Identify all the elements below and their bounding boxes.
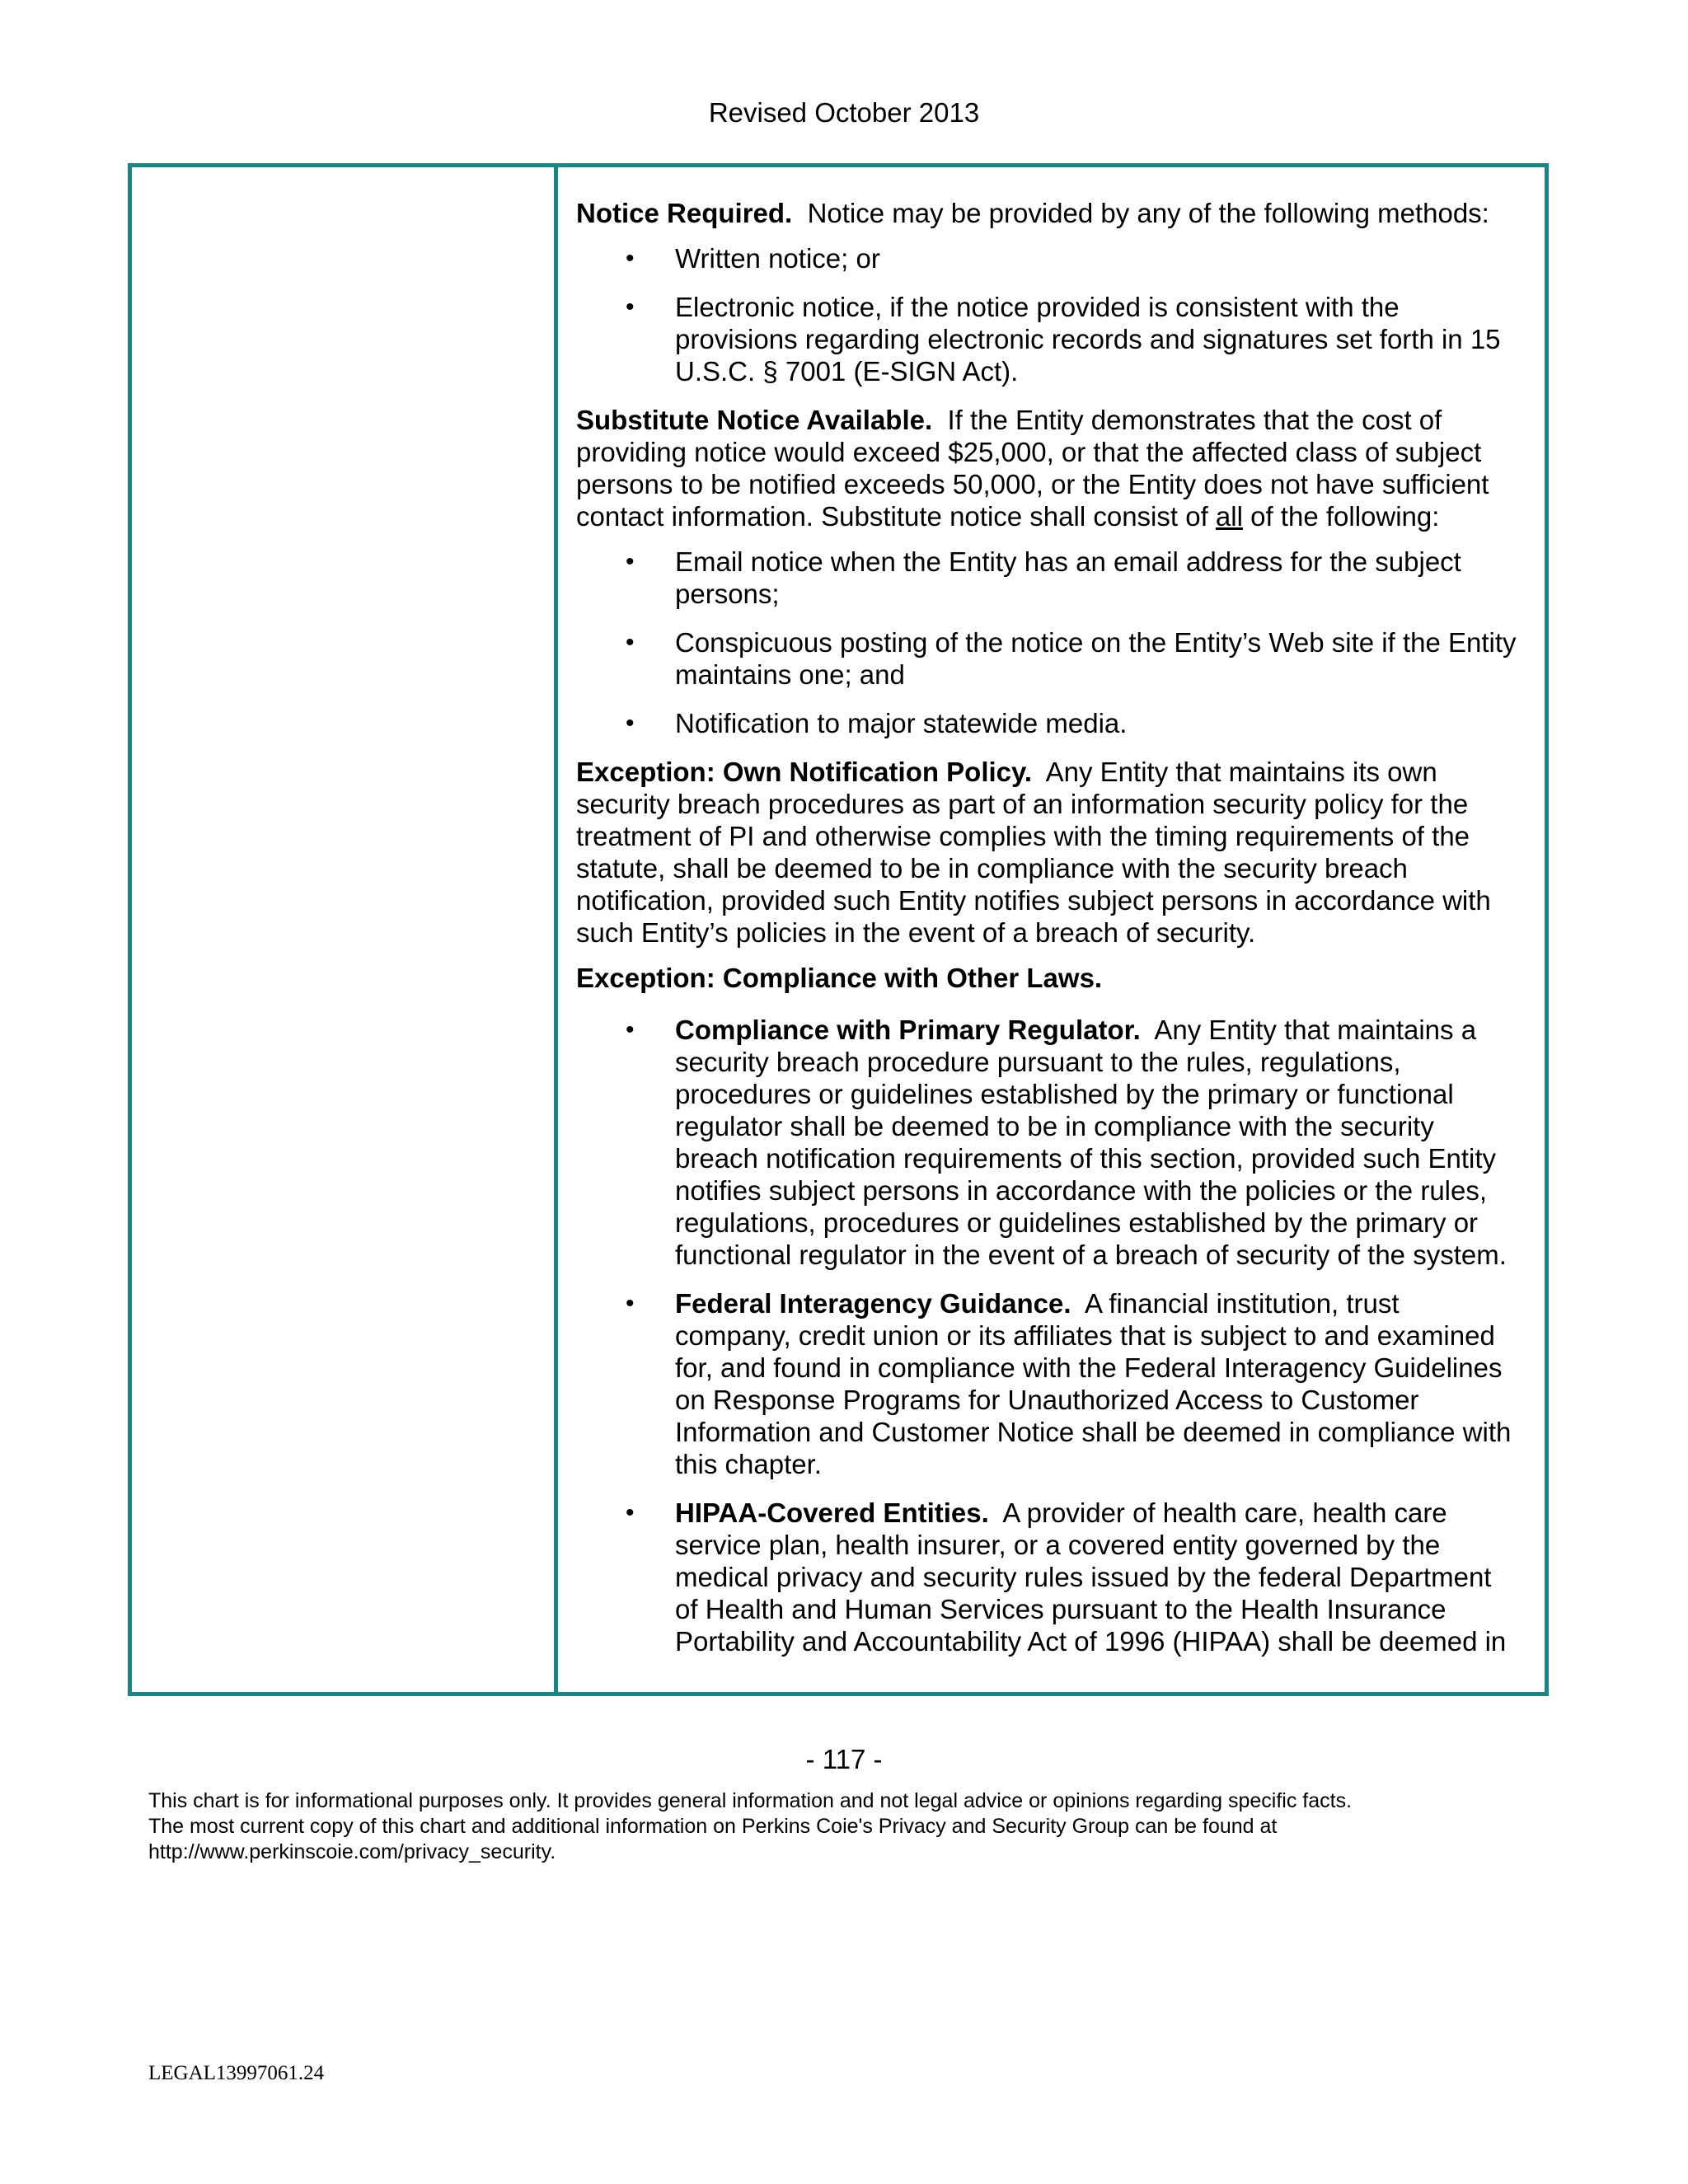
substitute-notice-list <box>576 546 1522 739</box>
list-item <box>576 242 1522 274</box>
bullet-icon: • <box>626 1016 635 1043</box>
list-item-heading: Federal Interagency Guidance. <box>675 1288 1071 1319</box>
substitute-notice-text-after: of the following: <box>1250 501 1440 532</box>
footer-link[interactable]: http://www.perkinscoie.com/privacy_security. <box>148 1840 556 1863</box>
list-item <box>576 291 1522 387</box>
other-laws-list <box>576 1014 1522 1657</box>
list-item <box>576 626 1522 691</box>
list-item-text: Electronic notice, if the notice provided is consistent with the provisions regarding electronic records and signatures set forth in 15 U.S.C. § 7001 (E-SIGN Act). <box>675 292 1501 387</box>
notice-required-heading: Notice Required. <box>576 198 793 228</box>
list-item-heading: Compliance with Primary Regulator. <box>675 1015 1141 1045</box>
content-table <box>128 163 1549 1696</box>
list-item <box>576 1287 1522 1480</box>
bullet-icon: • <box>626 710 635 737</box>
bullet-icon: • <box>626 548 635 575</box>
bullet-icon: • <box>626 293 635 321</box>
page-number: - 117 - <box>805 1744 883 1774</box>
bullet-icon: • <box>626 245 635 272</box>
footer-disclaimer <box>148 1788 1550 1865</box>
table-right-column <box>558 167 1545 1692</box>
own-policy-paragraph <box>576 756 1522 949</box>
bullet-icon: • <box>626 1290 635 1317</box>
list-item <box>576 1014 1522 1271</box>
table-left-column <box>132 167 558 1692</box>
footer-line: The most current copy of this chart and additional information on Perkins Coie's Privacy and Security Group can be found at <box>148 1815 1278 1838</box>
notice-required-paragraph <box>576 197 1522 229</box>
list-item-text: Written notice; or <box>675 243 880 274</box>
own-policy-text: Any Entity that maintains its own security breach procedures as part of an information security policy for the treatment of PI and otherwise complies with the timing requirements of the statute, shall be deemed to be in compliance with the security breach notification, provided such Entity notifies subject persons in accordance with such Entity’s policies in the event of a breach of security. <box>576 757 1491 948</box>
substitute-notice-text: If the Entity demonstrates that the cost of providing notice would exceed $25,000, or that the affected class of subject persons to be notified exceeds 50,000, or the Entity does not have sufficient contact information. Substitute notice shall consist of <box>576 405 1489 532</box>
document-id: LEGAL13997061.24 <box>148 2062 325 2084</box>
list-item <box>576 707 1522 739</box>
list-item-heading: HIPAA-Covered Entities. <box>675 1497 989 1528</box>
substitute-notice-heading: Substitute Notice Available. <box>576 405 933 435</box>
notice-methods-list <box>576 242 1522 387</box>
list-item-text: Email notice when the Entity has an email address for the subject persons; <box>675 546 1461 609</box>
list-item <box>576 546 1522 610</box>
bullet-icon: • <box>626 1499 635 1526</box>
page-header-revised: Revised October 2013 <box>708 97 980 128</box>
bullet-icon: • <box>626 629 635 656</box>
list-item-text: Any Entity that maintains a security breach procedure pursuant to the rules, regulations, procedures or guidelines established by the primary or functional regulator shall be deemed to be in compliance with the security breach notification requirements of this section, provided such Entity notifies subject persons in accordance with the policies or the rules, regulations, procedures or guidelines established by the primary or functional regulator in the event of a breach of security of the system. <box>675 1015 1507 1270</box>
substitute-notice-paragraph <box>576 404 1522 532</box>
list-item-text: A financial institution, trust company, credit union or its affiliates that is subject to and examined for, and found in compliance with the Federal Interagency Guidelines on Response Programs for Unauthorized Access to Customer Information and Customer Notice shall be deemed in compliance with this chapter. <box>675 1288 1512 1479</box>
list-item <box>576 1497 1522 1657</box>
notice-required-text: Notice may be provided by any of the following methods: <box>807 198 1489 228</box>
footer-line: This chart is for informational purposes only. It provides general information and not legal advice or opinions regarding specific facts. <box>148 1789 1353 1812</box>
other-laws-heading: Exception: Compliance with Other Laws. <box>576 963 1103 993</box>
list-item-text: A provider of health care, health care service plan, health insurer, or a covered entity governed by the medical privacy and security rules issued by the federal Department of Health and Human Services pursuant to the Health Insurance Portability and Accountability Act of 1996 (HIPAA) shall be deemed in <box>675 1497 1507 1657</box>
substitute-notice-underlined: all <box>1215 501 1243 532</box>
list-item-text: Notification to major statewide media. <box>675 708 1128 738</box>
own-policy-heading: Exception: Own Notification Policy. <box>576 757 1033 787</box>
list-item-text: Conspicuous posting of the notice on the Entity’s Web site if the Entity maintains one; and <box>675 627 1517 690</box>
